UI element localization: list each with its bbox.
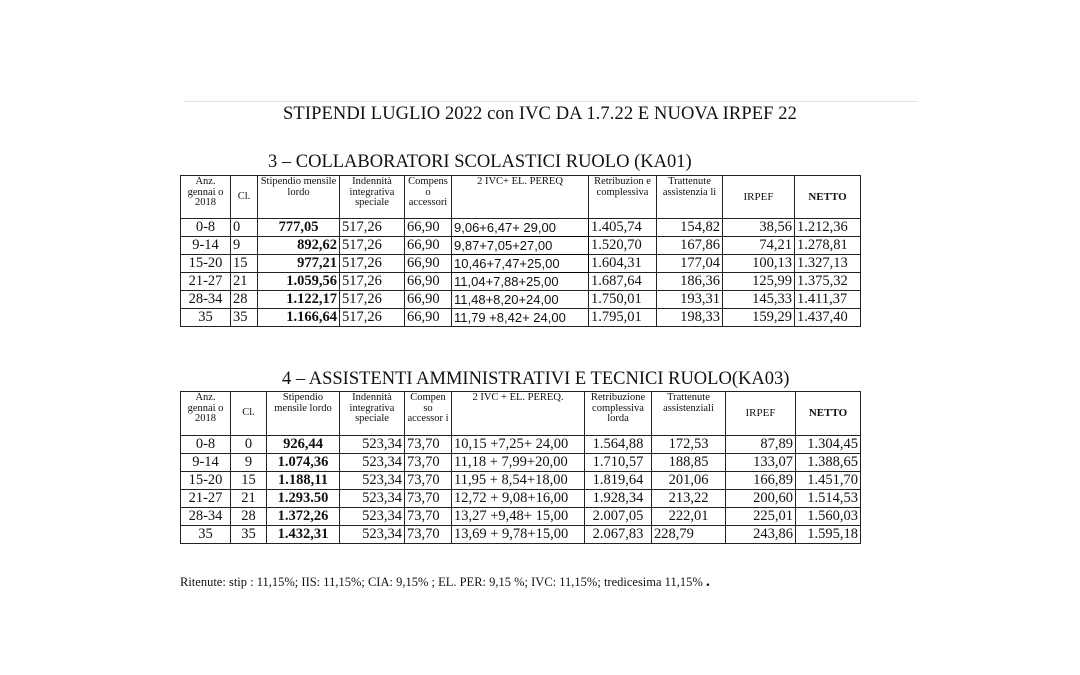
header-iis: Indennità integrativa speciale	[340, 176, 405, 219]
cell-anzianita: 15-20	[181, 472, 231, 490]
cell-anzianita: 15-20	[181, 255, 231, 273]
cell-anzianita: 21-27	[181, 273, 231, 291]
cell-netto: 1.327,13	[795, 255, 861, 273]
cell-stipendio: 1.166,64	[258, 309, 340, 327]
cell-stipendio: 977,21	[258, 255, 340, 273]
cell-anzianita: 9-14	[181, 237, 231, 255]
cell-iis: 517,26	[340, 291, 405, 309]
cell-classe: 15	[231, 472, 267, 490]
cell-iis: 523,34	[340, 436, 405, 454]
header-anzianita: Anz. gennai o 2018	[181, 392, 231, 436]
cell-compensi: 73,70	[405, 472, 452, 490]
cell-netto: 1.375,32	[795, 273, 861, 291]
cell-ivc: 10,15 +7,25+ 24,00	[452, 436, 585, 454]
cell-classe: 35	[231, 309, 258, 327]
cell-compensi: 66,90	[405, 291, 452, 309]
cell-compensi: 73,70	[405, 490, 452, 508]
cell-anzianita: 35	[181, 309, 231, 327]
cell-retribuzione: 1.819,64	[585, 472, 652, 490]
cell-irpef: 133,07	[726, 454, 796, 472]
cell-retribuzione: 1.687,64	[589, 273, 657, 291]
cell-irpef: 38,56	[723, 219, 795, 237]
section-3-title: 3 – COLLABORATORI SCOLASTICI RUOLO (KA01)	[268, 152, 692, 172]
table-row	[181, 219, 861, 237]
table-row	[181, 508, 861, 526]
cell-stipendio: 1.372,26	[267, 508, 340, 526]
table-row	[181, 237, 861, 255]
cell-iis: 517,26	[340, 237, 405, 255]
cell-ivc: 11,95 + 8,54+18,00	[452, 472, 585, 490]
cell-compensi: 73,70	[405, 508, 452, 526]
cell-netto: 1.595,18	[796, 526, 861, 544]
cell-irpef: 159,29	[723, 309, 795, 327]
cell-retribuzione: 1.564,88	[585, 436, 652, 454]
cell-stipendio: 892,62	[258, 237, 340, 255]
cell-retribuzione: 1.795,01	[589, 309, 657, 327]
cell-anzianita: 9-14	[181, 454, 231, 472]
cell-classe: 0	[231, 219, 258, 237]
footnote-text: Ritenute: stip : 11,15%; IIS: 11,15%; CIA: 9,15% ; EL. PER: 9,15 %; IVC: 11,15%; tredicesima 11,15%	[180, 575, 703, 589]
withholdings-footnote	[180, 573, 710, 591]
cell-netto: 1.304,45	[796, 436, 861, 454]
table-header-row	[181, 176, 861, 219]
cell-retribuzione: 1.750,01	[589, 291, 657, 309]
header-ivc: 2 IVC + EL. PEREQ.	[452, 392, 585, 436]
section-4-title: 4 – ASSISTENTI AMMINISTRATIVI E TECNICI RUOLO(KA03)	[282, 369, 790, 389]
cell-ivc: 13,69 + 9,78+15,00	[452, 526, 585, 544]
cell-netto: 1.212,36	[795, 219, 861, 237]
cell-classe: 35	[231, 526, 267, 544]
cell-stipendio: 1.074,36	[267, 454, 340, 472]
cell-trattenute: 188,85	[652, 454, 726, 472]
cell-anzianita: 28-34	[181, 508, 231, 526]
header-retribuzione: Retribuzione complessiva lorda	[585, 392, 652, 436]
cell-stipendio: 926,44	[267, 436, 340, 454]
cell-classe: 28	[231, 508, 267, 526]
cell-stipendio: 1.293.50	[267, 490, 340, 508]
cell-classe: 28	[231, 291, 258, 309]
cell-netto: 1.388,65	[796, 454, 861, 472]
cell-irpef: 225,01	[726, 508, 796, 526]
table-row	[181, 291, 861, 309]
cell-irpef: 100,13	[723, 255, 795, 273]
cell-stipendio: 1.432,31	[267, 526, 340, 544]
cell-trattenute: 201,06	[652, 472, 726, 490]
cell-iis: 517,26	[340, 273, 405, 291]
top-divider	[184, 101, 918, 102]
cell-compensi: 66,90	[405, 273, 452, 291]
cell-netto: 1.411,37	[795, 291, 861, 309]
header-ivc: 2 IVC+ EL. PEREQ	[452, 176, 589, 219]
cell-retribuzione: 1.928,34	[585, 490, 652, 508]
header-irpef: IRPEF	[726, 392, 796, 436]
header-retribuzione: Retribuzion e complessiva	[589, 176, 657, 219]
cell-stipendio: 777,05	[258, 219, 340, 237]
cell-compensi: 73,70	[405, 526, 452, 544]
cell-ivc: 13,27 +9,48+ 15,00	[452, 508, 585, 526]
cell-retribuzione: 1.405,74	[589, 219, 657, 237]
cell-anzianita: 0-8	[181, 219, 231, 237]
header-trattenute: Trattenute assistenzia li	[657, 176, 723, 219]
cell-retribuzione: 1.520,70	[589, 237, 657, 255]
cell-retribuzione: 1.604,31	[589, 255, 657, 273]
cell-iis: 523,34	[340, 508, 405, 526]
cell-stipendio: 1.122,17	[258, 291, 340, 309]
cell-classe: 15	[231, 255, 258, 273]
cell-anzianita: 21-27	[181, 490, 231, 508]
cell-stipendio: 1.059,56	[258, 273, 340, 291]
cell-ivc: 9,87+7,05+27,00	[452, 237, 589, 255]
cell-retribuzione: 2.067,83	[585, 526, 652, 544]
header-compensi: Compen so accessor i	[405, 392, 452, 436]
cell-irpef: 200,60	[726, 490, 796, 508]
table-row	[181, 436, 861, 454]
header-classe: Cl.	[231, 176, 258, 219]
cell-classe: 21	[231, 490, 267, 508]
cell-ivc: 9,06+6,47+ 29,00	[452, 219, 589, 237]
table-row	[181, 309, 861, 327]
header-netto: NETTO	[796, 392, 861, 436]
cell-trattenute: 186,36	[657, 273, 723, 291]
cell-compensi: 73,70	[405, 454, 452, 472]
cell-trattenute: 222,01	[652, 508, 726, 526]
salary-table-ka03	[180, 391, 861, 544]
cell-classe: 9	[231, 454, 267, 472]
cell-compensi: 66,90	[405, 237, 452, 255]
header-stipendio: Stipendio mensile lordo	[258, 176, 340, 219]
cell-anzianita: 0-8	[181, 436, 231, 454]
cell-irpef: 87,89	[726, 436, 796, 454]
cell-trattenute: 172,53	[652, 436, 726, 454]
cell-trattenute: 154,82	[657, 219, 723, 237]
cell-iis: 523,34	[340, 526, 405, 544]
table-row	[181, 472, 861, 490]
cell-ivc: 11,04+7,88+25,00	[452, 273, 589, 291]
table-row	[181, 526, 861, 544]
cell-irpef: 243,86	[726, 526, 796, 544]
cell-netto: 1.278,81	[795, 237, 861, 255]
header-anzianita: Anz. gennai o 2018	[181, 176, 231, 219]
header-stipendio: Stipendio mensile lordo	[267, 392, 340, 436]
cell-iis: 517,26	[340, 219, 405, 237]
header-irpef: IRPEF	[723, 176, 795, 219]
cell-irpef: 145,33	[723, 291, 795, 309]
cell-irpef: 125,99	[723, 273, 795, 291]
table-row	[181, 490, 861, 508]
cell-iis: 523,34	[340, 490, 405, 508]
cell-compensi: 66,90	[405, 309, 452, 327]
cell-trattenute: 167,86	[657, 237, 723, 255]
cell-trattenute: 193,31	[657, 291, 723, 309]
cell-compensi: 66,90	[405, 255, 452, 273]
document-title: STIPENDI LUGLIO 2022 con IVC DA 1.7.22 E NUOVA IRPEF 22	[283, 104, 797, 124]
cell-irpef: 74,21	[723, 237, 795, 255]
cell-netto: 1.437,40	[795, 309, 861, 327]
cell-netto: 1.560,03	[796, 508, 861, 526]
cell-trattenute: 198,33	[657, 309, 723, 327]
cell-retribuzione: 1.710,57	[585, 454, 652, 472]
cell-classe: 21	[231, 273, 258, 291]
cell-classe: 9	[231, 237, 258, 255]
cell-irpef: 166,89	[726, 472, 796, 490]
table-row	[181, 255, 861, 273]
cell-netto: 1.451,70	[796, 472, 861, 490]
cell-netto: 1.514,53	[796, 490, 861, 508]
cell-iis: 517,26	[340, 309, 405, 327]
header-netto: NETTO	[795, 176, 861, 219]
header-iis: Indennità integrativa speciale	[340, 392, 405, 436]
table-row	[181, 454, 861, 472]
header-compensi: Compens o accessori	[405, 176, 452, 219]
cell-compensi: 73,70	[405, 436, 452, 454]
header-classe: Cl.	[231, 392, 267, 436]
cell-ivc: 12,72 + 9,08+16,00	[452, 490, 585, 508]
cell-ivc: 11,18 + 7,99+20,00	[452, 454, 585, 472]
cell-iis: 517,26	[340, 255, 405, 273]
footnote-period: .	[705, 573, 710, 590]
table-header-row	[181, 392, 861, 436]
cell-ivc: 11,79 +8,42+ 24,00	[452, 309, 589, 327]
cell-iis: 523,34	[340, 454, 405, 472]
header-trattenute: Trattenute assistenziali	[652, 392, 726, 436]
salary-table-ka01	[180, 175, 861, 327]
cell-stipendio: 1.188,11	[267, 472, 340, 490]
cell-classe: 0	[231, 436, 267, 454]
cell-compensi: 66,90	[405, 219, 452, 237]
cell-trattenute: 177,04	[657, 255, 723, 273]
cell-anzianita: 35	[181, 526, 231, 544]
cell-trattenute: 228,79	[652, 526, 726, 544]
cell-trattenute: 213,22	[652, 490, 726, 508]
cell-anzianita: 28-34	[181, 291, 231, 309]
cell-iis: 523,34	[340, 472, 405, 490]
cell-retribuzione: 2.007,05	[585, 508, 652, 526]
cell-ivc: 11,48+8,20+24,00	[452, 291, 589, 309]
cell-ivc: 10,46+7,47+25,00	[452, 255, 589, 273]
table-row	[181, 273, 861, 291]
